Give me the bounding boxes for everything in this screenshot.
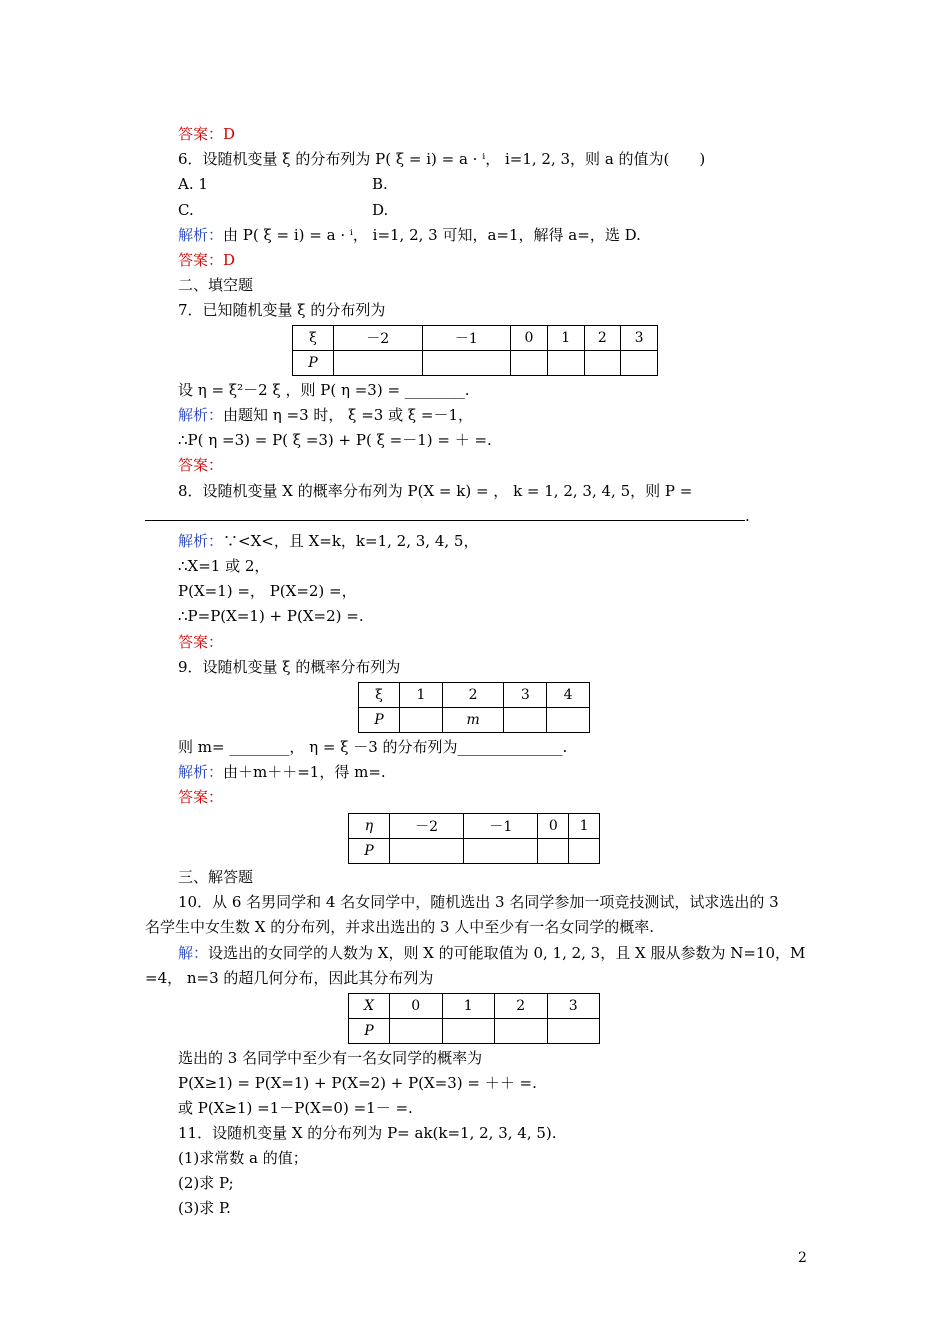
question-7: 7．已知随机变量 ξ 的分布列为 [178,301,386,319]
table-cell [569,839,600,864]
analysis-text: ∵<X<，且 X=k，k=1, 2, 3, 4, 5， [223,532,479,550]
question-8-blank: . [145,506,750,526]
question-8: 8．设随机变量 X 的概率分布列为 P(X = k) = ， k = 1, 2, 3, 4, 5，则 P = [178,482,693,500]
table-cell: －1 [464,814,538,839]
table-cell: 2 [584,326,621,351]
table-cell: P [349,1019,390,1044]
table-cell: ξ [293,326,334,351]
table-cell: 0 [390,994,443,1019]
table-cell [584,351,621,376]
table-cell: 1 [569,814,600,839]
distribution-table-q9-answer [348,813,600,864]
table-cell: P [293,351,334,376]
table-cell [547,351,584,376]
answer-q8: 答案： [178,633,224,651]
table-cell: 2 [495,994,548,1019]
table-cell [547,708,590,733]
analysis-label: 解析： [178,226,224,244]
option-d: D. [372,201,389,219]
distribution-table-q9 [358,682,590,733]
table-cell: P [359,708,400,733]
table-cell [464,839,538,864]
question-9: 9．设随机变量 ξ 的概率分布列为 [178,658,401,676]
table-cell: 0 [511,326,548,351]
table-cell: 4 [547,683,590,708]
table-row [359,708,590,733]
table-cell [495,1019,548,1044]
question-10-cont: 名学生中女生数 X 的分布列，并求出选出的 3 人中至少有一名女同学的概率. [145,918,655,936]
table-cell [442,1019,495,1044]
question-7-prompt: 设 η = ξ²－2 ξ ，则 P( η =3) = ________. [178,381,470,399]
option-c: C. [178,201,194,219]
solution-q10-alt: 或 P(X≥1) =1－P(X=0) =1－ =. [178,1099,413,1117]
table-cell: 1 [400,683,443,708]
table-cell: P [349,839,390,864]
table-cell: ξ [359,683,400,708]
table-row [349,994,600,1019]
analysis-q8-step2: P(X=1) =， P(X=2) =， [178,582,357,600]
table-row [349,1019,600,1044]
table-cell [538,839,569,864]
table-cell [400,708,443,733]
table-cell: η [349,814,390,839]
answer-q9: 答案： [178,788,224,806]
analysis-q8-step1: ∴X=1 或 2， [178,557,270,575]
table-cell [390,1019,443,1044]
solution-q10-cont: =4， n=3 的超几何分布，因此其分布列为 [145,969,434,987]
analysis-text: 由＋m＋＋=1，得 m=. [223,763,386,781]
table-row [293,351,658,376]
table-cell: 2 [442,683,504,708]
table-cell: －2 [390,814,464,839]
solution-q10-prob-intro: 选出的 3 名同学中至少有一名女同学的概率为 [178,1049,483,1067]
table-cell: －1 [422,326,511,351]
analysis-q7 [178,405,473,425]
answer-q7: 答案： [178,456,224,474]
question-11-part2: (2)求 P; [178,1174,234,1192]
table-cell: －2 [334,326,423,351]
answer-line-q5: 答案：D [178,125,236,143]
table-cell: 1 [442,994,495,1019]
page-number: 2 [798,1250,807,1266]
table-cell: m [442,708,504,733]
table-cell: 3 [504,683,547,708]
option-b: B. [372,175,388,193]
solution-q10-prob: P(X≥1) = P(X=1) + P(X=2) + P(X=3) = ＋＋ =. [178,1074,537,1092]
analysis-q7-result: ∴P( η =3) = P( ξ =3) + P( ξ =－1) = ＋ =. [178,431,492,449]
distribution-table-q10 [348,993,600,1044]
table-row [293,326,658,351]
analysis-text: 由题知 η =3 时， ξ =3 或 ξ =－1， [223,406,474,424]
analysis-q9 [178,762,386,782]
table-row [349,814,600,839]
table-cell [511,351,548,376]
question-11: 11．设随机变量 X 的分布列为 P= ak(k=1, 2, 3, 4, 5). [178,1124,557,1142]
table-cell: 1 [547,326,584,351]
solution-text: 设选出的女同学的人数为 X，则 X 的可能取值为 0, 1, 2, 3，且 X 服从参数为 N=10，M [208,944,806,962]
analysis-text: 由 P( ξ = i) = a · ⁱ， i=1, 2, 3 可知，a=1，解得 a=，选 D. [223,226,641,244]
question-10: 10．从 6 名男同学和 4 名女同学中，随机选出 3 名同学参加一项竞技测试，试求选出的 3 [178,893,779,911]
table-cell: 3 [621,326,658,351]
table-cell: 0 [538,814,569,839]
table-cell [390,839,464,864]
table-cell [334,351,423,376]
distribution-table-q7 [292,325,658,376]
analysis-label: 解析： [178,532,224,550]
answer-q6: 答案：D [178,251,236,269]
option-a: A. 1 [178,175,208,193]
question-6: 6．设随机变量 ξ 的分布列为 P( ξ = i) = a · ⁱ， i=1, 2, 3，则 a 的值为( ) [178,150,706,168]
analysis-label: 解析： [178,406,224,424]
analysis-q8-step3: ∴P=P(X=1) + P(X=2) =. [178,607,364,625]
table-cell [547,1019,600,1044]
question-11-part3: (3)求 P. [178,1199,231,1217]
table-row [349,839,600,864]
table-cell: X [349,994,390,1019]
solution-label: 解： [178,944,209,962]
table-cell: 3 [547,994,600,1019]
section-solve: 三、解答题 [178,868,254,886]
solution-q10 [178,943,805,963]
question-11-part1: (1)求常数 a 的值； [178,1149,308,1167]
question-9-prompt: 则 m= ________， η = ξ －3 的分布列为______________. [178,738,568,756]
analysis-q8 [178,531,478,551]
table-cell [422,351,511,376]
analysis-label: 解析： [178,763,224,781]
table-cell [504,708,547,733]
section-fill-blank: 二、填空题 [178,276,254,294]
table-row [359,683,590,708]
table-cell [621,351,658,376]
analysis-q6 [178,225,641,245]
